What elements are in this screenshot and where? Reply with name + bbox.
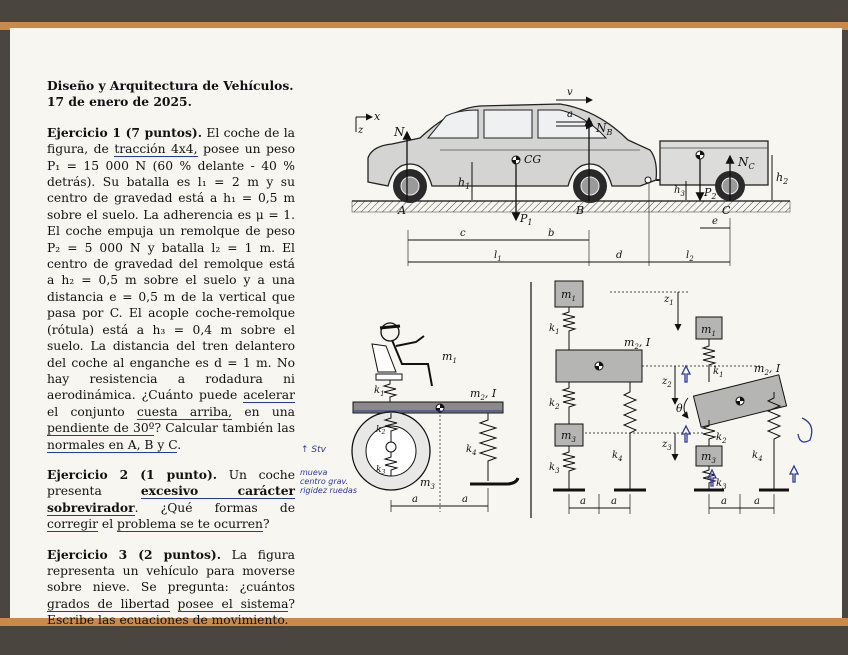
fig3b-dim-a4: a xyxy=(754,496,760,507)
exercise-1-head: Ejercicio 1 (7 puntos). xyxy=(47,124,203,140)
dim-e-label: e xyxy=(712,216,718,227)
normal-A-label: $N_A$ xyxy=(394,125,411,141)
exercise-2-text-4: ? xyxy=(262,517,270,532)
hand-arrow-up-1 xyxy=(682,366,690,382)
rider-arm xyxy=(396,336,424,346)
fig2-k4-label: $k_4$ xyxy=(466,444,477,457)
fig3b-dim-a3: a xyxy=(721,496,727,507)
fig3-k4-label: $k_4$ xyxy=(612,450,623,463)
accel-label: a xyxy=(567,109,573,120)
car-window-mid xyxy=(484,110,532,138)
weight-P1-label: $P_1$ xyxy=(520,212,533,227)
fig3-dim-a2: a xyxy=(611,496,617,507)
fig3b-theta-arc xyxy=(684,398,688,418)
fig2-spring-k4 xyxy=(480,413,496,481)
dim-d-label: d xyxy=(616,250,623,261)
handwritten-note-line-2: centro grav. xyxy=(300,477,349,486)
dim-h2-label: $h_2$ xyxy=(776,171,789,186)
dim-h3-label: $h_3$ xyxy=(674,185,685,198)
hand-arrow-up-2 xyxy=(682,426,690,442)
dim-h1-label: $h_1$ xyxy=(458,176,471,191)
fig2-k3-label: $k_3$ xyxy=(376,465,386,476)
exercise-1-text-6: . xyxy=(177,437,182,452)
velocity-label: v xyxy=(567,87,573,98)
exercise-1-text-3: el conjunto xyxy=(47,404,137,419)
fig3b-m1-label: $m_1$ xyxy=(701,323,716,338)
exercise-1-text-2: posee un peso P₁ = 15 000 N (60 % delante - 40 % detrás). Su batalla es l₁ = 2 m y su centro de gravedad está a h₁ = 0,5 m sobre el suelo. La adherencia es μ = 1. El coche empuja un remolque de peso P₂ = 5 000 N y batalla l₂ = 1 m. El centro de gravedad del remolque está a h₂ = 0,5 m sobre el suelo y a una distancia e = 0,5 m de la vertical que pasa por C. El acople coche-remolque (rótula) está a h₃ = 0,4 m sobre el suelo. La distancia del tren delantero del coche al enganche es d = 1 m. No hay resistencia a rodadura ni aerodinámica. ¿Cuánto puede xyxy=(47,142,295,403)
fig3-z3-label: $z_3$ xyxy=(662,439,672,452)
fig3b-m2I-label: $m_2$, I xyxy=(754,362,781,377)
rider-goggles xyxy=(380,326,400,328)
exercise-3-underline-2: posee el sistema xyxy=(177,596,289,611)
figure-mass-spring-model xyxy=(549,281,789,514)
fig2-ski xyxy=(470,478,518,484)
car-window-rear xyxy=(428,110,478,138)
normal-B-label: $N_B$ xyxy=(596,121,613,137)
dim-l1-label: $l_1$ xyxy=(494,250,502,263)
fig3-spring-k4 xyxy=(624,382,636,490)
hand-rotation-arc xyxy=(798,418,812,442)
fig3b-k4-label: $k_4$ xyxy=(752,450,763,463)
fig3-spring-k3 xyxy=(563,446,575,490)
exercise-1-underline-1: tracción 4x4, xyxy=(114,142,198,157)
car-rear-rim xyxy=(401,177,419,195)
axis-z-label: z xyxy=(358,125,364,136)
point-C-label: C xyxy=(722,204,731,217)
exercise-1-underline-5: normales en A, B y C xyxy=(47,437,178,452)
fig3b-k1-label: $k_1$ xyxy=(713,366,724,379)
normal-C-label: $N_C$ xyxy=(738,155,755,171)
exercise-1-text-4: en una xyxy=(232,404,295,419)
exercise-1-underline-3: cuesta arriba, xyxy=(136,404,233,419)
fig3-m3-label: $m_3$ xyxy=(561,429,576,444)
fig2-dim-a2: a xyxy=(462,494,468,505)
fig3-dim-a1: a xyxy=(580,496,586,507)
figure-snow-vehicle xyxy=(352,323,518,512)
exercise-3-underline-1: grados de libertad xyxy=(47,596,170,611)
weight-P2-label: $P_2$ xyxy=(704,186,717,201)
exercise-2-text-1: Un coche presenta xyxy=(47,467,295,499)
exercise-3-underline-3: ecuaciones de movimiento xyxy=(119,613,285,628)
fig3b-m3-label: $m_3$ xyxy=(701,450,716,465)
exercise-3-text-4: . xyxy=(284,613,289,628)
fig3-spring-k2 xyxy=(563,382,575,424)
exercise-1-underline-2: acelerar xyxy=(243,388,295,403)
fig3-m2I-label: $m_2$, I xyxy=(624,336,651,351)
fig3b-k2-label: $k_2$ xyxy=(716,432,727,445)
fig3-m1-label: $m_1$ xyxy=(561,288,576,303)
fig2-k2-label: $k_2$ xyxy=(376,425,386,436)
fig3-z2-label: $z_2$ xyxy=(662,376,672,389)
fig3-k1-label: $k_1$ xyxy=(549,323,560,336)
exam-title: Diseño y Arquitectura de Vehículos. 17 de enero de 2025. xyxy=(47,78,294,110)
exercise-1-underline-4: pendiente de 30º xyxy=(47,421,155,436)
fig3-z1-label: $z_1$ xyxy=(664,294,674,307)
point-A-label: A xyxy=(398,204,406,217)
exercise-3-head: Ejercicio 3 (2 puntos). xyxy=(47,546,221,562)
point-B-label: B xyxy=(576,204,585,217)
exercise-1-text-5: ? Calcular también las xyxy=(154,421,296,436)
fig3-k3-label: $k_3$ xyxy=(549,462,560,475)
fig2-spring-k1 xyxy=(384,380,396,402)
dim-b-label: b xyxy=(548,228,555,239)
exercise-3-text-1: La figura representa un vehículo para moverse sobre nieve. Se pregunta: ¿cuántos xyxy=(47,547,295,595)
handwritten-arrow-note: ↑ Stv xyxy=(301,445,326,455)
fig2-hub xyxy=(386,442,396,452)
dim-l2-label: $l_2$ xyxy=(686,250,694,263)
fig2-m2I-label: $m_2$, I xyxy=(470,387,497,402)
fig3b-theta-label: θ xyxy=(676,402,683,415)
fig2-dim-a1: a xyxy=(412,494,418,505)
exercise-2-underline-2: corregir xyxy=(47,517,99,532)
dim-c-label: c xyxy=(460,228,466,239)
exercise-2-head: Ejercicio 2 (1 punto). xyxy=(47,466,218,482)
exercise-1-text-1: El coche de la figura, de xyxy=(47,125,295,157)
exercise-2-text-2: . ¿Qué formas de xyxy=(134,500,295,515)
figure-car-trailer xyxy=(352,87,790,266)
exercise-2-underline-1: excesivo carácter sobrevirador xyxy=(47,483,295,515)
rider-seat xyxy=(372,344,396,372)
car-front-rim xyxy=(581,177,599,195)
exercise-2-text-3: el xyxy=(98,517,118,532)
fig3-spring-k1 xyxy=(563,307,575,350)
fig2-m1-label: $m_1$ xyxy=(442,350,457,365)
handwritten-note-line-1: mueva xyxy=(300,468,328,477)
exercise-3-text-3: ? Escribe las xyxy=(47,596,295,628)
axis-x-label: x xyxy=(374,110,381,123)
exercise-2-underline-3: problema se te ocurren xyxy=(117,517,263,532)
fig2-m3-label: $m_3$ xyxy=(420,476,435,491)
fig3-k2-label: $k_2$ xyxy=(549,398,560,411)
seat-base xyxy=(376,374,402,380)
fig2-k1-label: $k_1$ xyxy=(374,385,385,398)
handwritten-note-line-3: rigidez ruedas xyxy=(300,486,357,495)
hitch-ball xyxy=(645,177,651,183)
hand-arrow-up-4 xyxy=(790,466,798,482)
cg-label: CG xyxy=(524,153,542,166)
fig3b-k3-label: $k_3$ xyxy=(716,478,727,491)
